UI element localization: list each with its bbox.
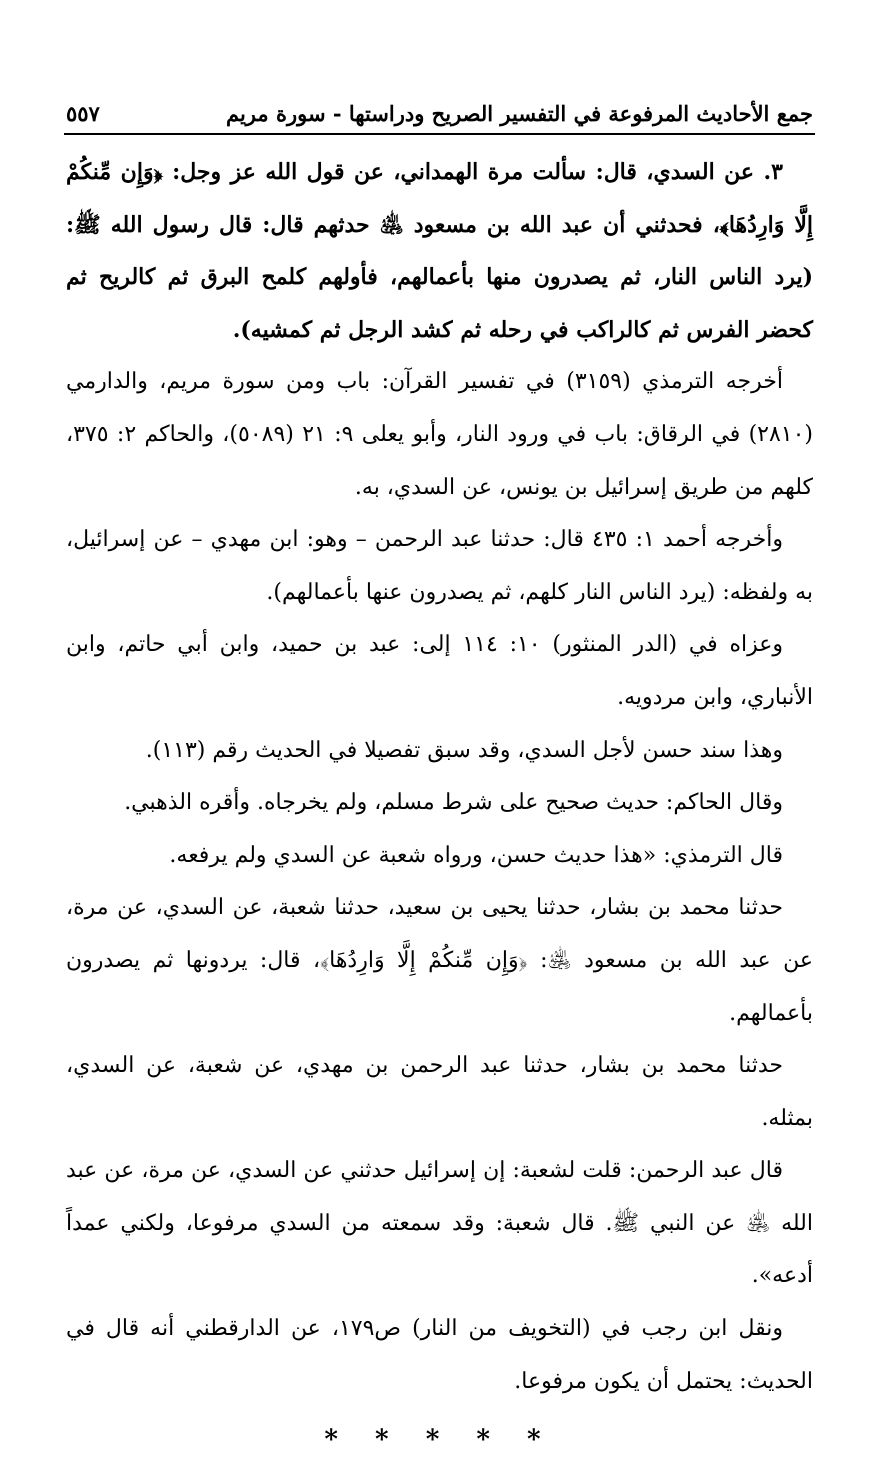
takhrij-paragraph: أخرجه الترمذي (٣١٥٩) في تفسير القرآن: باب ومن سورة مريم، والدارمي (٢٨١٠) في الرقاق: باب في ورود النار، وأبو يعلى ٩: ٢١ (٥٠٨٩)، والحاكم ٢: ٣٧٥، كلهم من طريق إسرائيل بن يونس، عن السدي، به. [66, 369, 814, 500]
hakim-paragraph: وقال الحاكم: حديث صحيح على شرط مسلم، ولم يخرجاه. وأقره الذهبي. [124, 790, 783, 816]
running-title: جمع الأحاديث المرفوعة في التفسير الصريح ودراستها - سورة مريم [225, 100, 813, 126]
bashar-yahya-paragraph: حدثنا محمد بن بشار، حدثنا يحيى بن سعيد، حدثنا شعبة، عن السدي، عن مرة، عن عبد الله بن مسعود ﵁: ﴿وَإِن مِّنكُمْ إِلَّا وَارِدُهَا﴾، قال: يردونها ثم يصدرون بأعمالهم. [66, 895, 813, 1026]
header-rule [64, 133, 815, 135]
tirmidhi-quote-paragraph: قال الترمذي: «هذا حديث حسن، ورواه شعبة عن السدي ولم يرفعه. [169, 842, 783, 868]
durr-manthur-paragraph: وعزاه في (الدر المنثور) ١٠: ١١٤ إلى: عبد بن حميد، وابن أبي حاتم، وابن الأنباري، وابن مردويه. [66, 632, 813, 710]
ahmad-paragraph: وأخرجه أحمد ١: ٤٣٥ قال: حدثنا عبد الرحمن – وهو: ابن مهدي – عن إسرائيل، به ولفظه: (يرد الناس النار كلهم، ثم يصدرون عنها بأعمالهم). [66, 527, 813, 605]
page-body [66, 146, 813, 1467]
page-number: ٥٥٧ [66, 100, 100, 126]
bashar-mahdi-paragraph: حدثنا محمد بن بشار، حدثنا عبد الرحمن بن مهدي، عن شعبة، عن السدي، بمثله. [66, 1053, 813, 1131]
running-header [66, 96, 813, 130]
ibn-rajab-paragraph: ونقل ابن رجب في (التخويف من النار) ص١٧٩، عن الدارقطني أنه قال في الحديث: يحتمل أن يكون مرفوعا. [66, 1316, 813, 1394]
section-separator: * * * * * [324, 1425, 555, 1456]
shuba-paragraph: قال عبد الرحمن: قلت لشعبة: إن إسرائيل حدثني عن السدي، عن مرة، عن عبد الله ﵁ عن النبي ﷺ. قال شعبة: وقد سمعته من السدي مرفوعا، ولكني عمداً أدعه». [66, 1158, 813, 1289]
isnad-grade-paragraph: وهذا سند حسن لأجل السدي، وقد سبق تفصيلا في الحديث رقم (١١٣). [145, 737, 783, 763]
hadith-text: ٣. عن السدي، قال: سألت مرة الهمداني، عن قول الله عز وجل: ﴿وَإِن مِّنكُمْ إِلَّا وَارِدُهَا﴾، فحدثني أن عبد الله بن مسعود ﵁ حدثهم قال: قال رسول الله ﷺ: (يرد الناس النار، ثم يصدرون منها بأعمالهم، فأولهم كلمح البرق ثم كالريح ثم كحضر الفرس ثم كالراكب في رحله ثم كشد الرجل ثم كمشيه). [66, 159, 813, 343]
